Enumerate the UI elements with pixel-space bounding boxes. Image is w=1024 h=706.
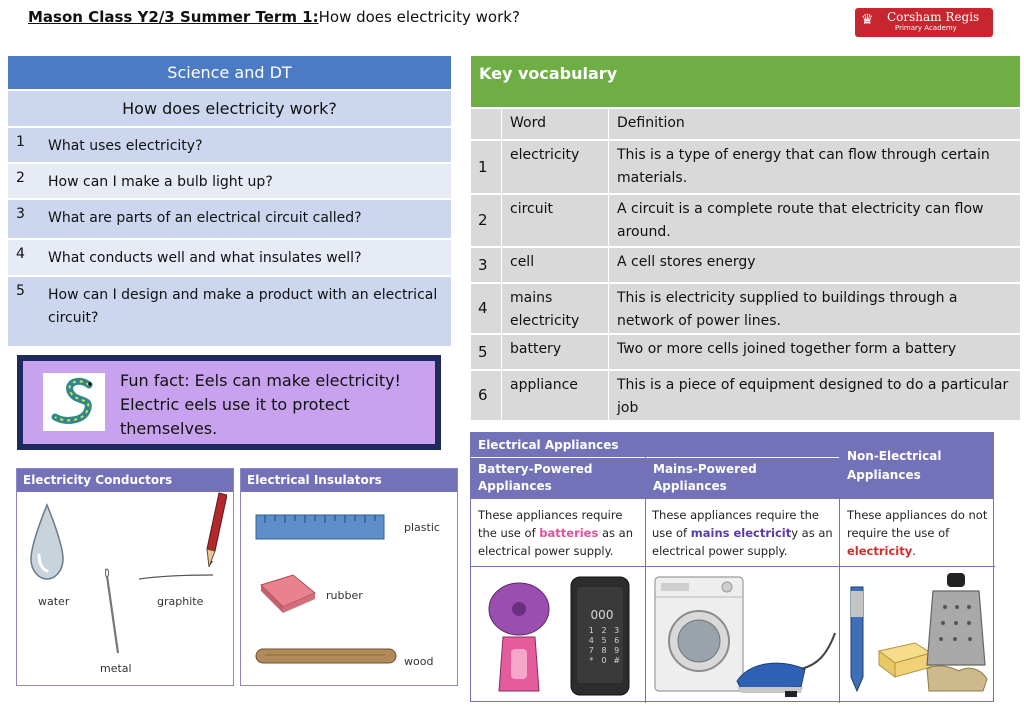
pen-icon [845, 585, 869, 695]
school-logo [855, 8, 993, 37]
phone-display: 000 [590, 608, 614, 622]
vocab-row [471, 193, 1020, 246]
column-divider [645, 457, 646, 703]
vocab-word: cell [501, 248, 608, 282]
vocab-definition: A circuit is a complete route that electricity can flow around. [608, 195, 1020, 246]
vocab-definition: This is electricity supplied to buildings through a network of power lines. [608, 284, 1020, 333]
vocab-word: mains electricity [501, 284, 608, 333]
question-number: 2 [16, 170, 25, 186]
vocab-word: appliance [501, 371, 608, 420]
eel-icon [43, 373, 105, 431]
logo-school-name: Corsham Regis [887, 10, 980, 24]
fun-fact-panel [23, 361, 435, 444]
fun-fact-box [17, 355, 441, 450]
question-text: How can I make a bulb light up? [48, 174, 273, 190]
vocab-number: 6 [478, 386, 488, 404]
phone-keypad [585, 626, 623, 665]
phone-key: 3 [614, 626, 620, 635]
phone-key: 0 [601, 656, 607, 665]
wood-stick-icon [255, 645, 397, 667]
mains-powered-heading: Mains-Powered Appliances [646, 458, 839, 499]
vocab-row [471, 333, 1020, 369]
vocab-row [471, 139, 1020, 193]
vocab-word: battery [501, 335, 608, 369]
page-title-class: Mason Class Y2/3 Summer Term 1: [28, 8, 319, 26]
battery-desc-start: These appliances require the use of [478, 508, 623, 540]
vocab-number: 3 [478, 255, 488, 274]
non-electrical-heading: Non-Electrical Appliances [840, 433, 993, 499]
phone-key: 9 [614, 646, 620, 655]
phone-key: 2 [601, 626, 607, 635]
phone-key: 1 [588, 626, 594, 635]
grater-icon [923, 571, 989, 695]
battery-desc-end: as an electrical power supply. [478, 526, 634, 558]
non-desc-highlight: electricity [847, 544, 913, 558]
pencil-icon [137, 491, 227, 583]
conductors-panel [16, 468, 234, 686]
key-vocabulary-table [471, 56, 1020, 418]
conductor-label-water: water [38, 595, 70, 608]
column-divider [839, 433, 840, 703]
vocab-definition: A cell stores energy [608, 248, 1020, 282]
conductor-label-metal: metal [100, 662, 132, 675]
question-number: 3 [16, 206, 25, 222]
vocab-number: 4 [478, 299, 488, 317]
question-row [8, 162, 451, 198]
battery-description [478, 506, 641, 560]
vocab-row [471, 282, 1020, 333]
question-row [8, 238, 451, 275]
non-desc-start: These appliances do not require the use of [847, 508, 988, 540]
vocab-definition-header: Definition [608, 109, 1020, 139]
vocab-word: electricity [501, 141, 608, 193]
conductor-label-graphite: graphite [157, 595, 204, 608]
ruler-icon [255, 513, 387, 541]
fun-fact-text: Fun fact: Eels can make electricity! Electric eels use it to protect themselves. [120, 371, 401, 438]
key-vocabulary-heading: Key vocabulary [471, 56, 1020, 107]
insulator-label-rubber: rubber [326, 589, 363, 602]
question-text: How can I design and make a product with an electrical circuit? [48, 287, 438, 326]
mains-desc-highlight: mains electricit [690, 526, 792, 540]
question-number: 5 [16, 283, 25, 299]
vocab-word-header: Word [501, 109, 608, 139]
needle-icon [102, 567, 122, 655]
eraser-icon [255, 571, 319, 615]
vocab-definition: This is a piece of equipment designed to do a particular job [608, 371, 1020, 420]
science-dt-heading: Science and DT [8, 56, 451, 89]
electrical-appliances-heading: Electrical Appliances [471, 433, 839, 457]
vocab-row [471, 369, 1020, 420]
phone-key: 7 [588, 646, 594, 655]
appliances-table [470, 432, 994, 702]
vocab-definition: Two or more cells joined together form a battery [608, 335, 1020, 369]
logo-school-type: Primary Academy [895, 24, 957, 32]
question-number: 4 [16, 246, 25, 262]
question-row [8, 126, 451, 162]
insulators-heading: Electrical Insulators [241, 469, 457, 492]
question-number: 1 [16, 134, 25, 150]
phone-key: * [589, 656, 594, 665]
phone-key: 8 [601, 646, 607, 655]
vocab-definition: This is a type of energy that can flow through certain materials. [608, 141, 1020, 193]
insulator-label-plastic: plastic [404, 521, 440, 534]
question-text: What are parts of an electrical circuit called? [48, 210, 362, 226]
battery-powered-heading: Battery-Powered Appliances [471, 458, 645, 499]
vocab-number: 1 [478, 157, 488, 176]
crest-icon: ♛ [861, 12, 874, 28]
question-text: What uses electricity? [48, 138, 203, 154]
vocab-number: 5 [478, 342, 488, 361]
phone-key: 6 [614, 636, 620, 645]
battery-desc-highlight: batteries [539, 526, 599, 540]
vocab-header-row [471, 107, 1020, 139]
water-drop-icon [27, 503, 67, 581]
non-desc-end: . [912, 544, 916, 558]
science-big-question: How does electricity work? [8, 89, 451, 126]
vocab-number: 2 [478, 211, 488, 229]
phone-key: 4 [588, 636, 594, 645]
conductors-heading: Electricity Conductors [17, 469, 233, 492]
insulators-panel [240, 468, 458, 686]
vocab-number-header [471, 109, 501, 139]
vocab-word: circuit [501, 195, 608, 246]
page-title-topic: How does electricity work? [318, 8, 520, 26]
mains-desc-start: These appliances require the use of [652, 508, 819, 540]
insulator-label-wood: wood [404, 655, 434, 668]
mains-description [652, 506, 834, 560]
phone-key: # [613, 656, 621, 665]
non-electrical-description [847, 506, 989, 560]
iron-icon [731, 625, 839, 699]
question-text: What conducts well and what insulates well? [48, 250, 362, 266]
mains-desc-end: y as an electrical power supply. [652, 526, 833, 558]
science-dt-table [8, 56, 451, 344]
question-row [8, 198, 451, 238]
row-divider [471, 566, 995, 567]
page-title [28, 8, 520, 26]
phone-key: 5 [601, 636, 607, 645]
vocab-row [471, 246, 1020, 282]
hand-fan-icon [481, 579, 557, 695]
question-row [8, 275, 451, 346]
